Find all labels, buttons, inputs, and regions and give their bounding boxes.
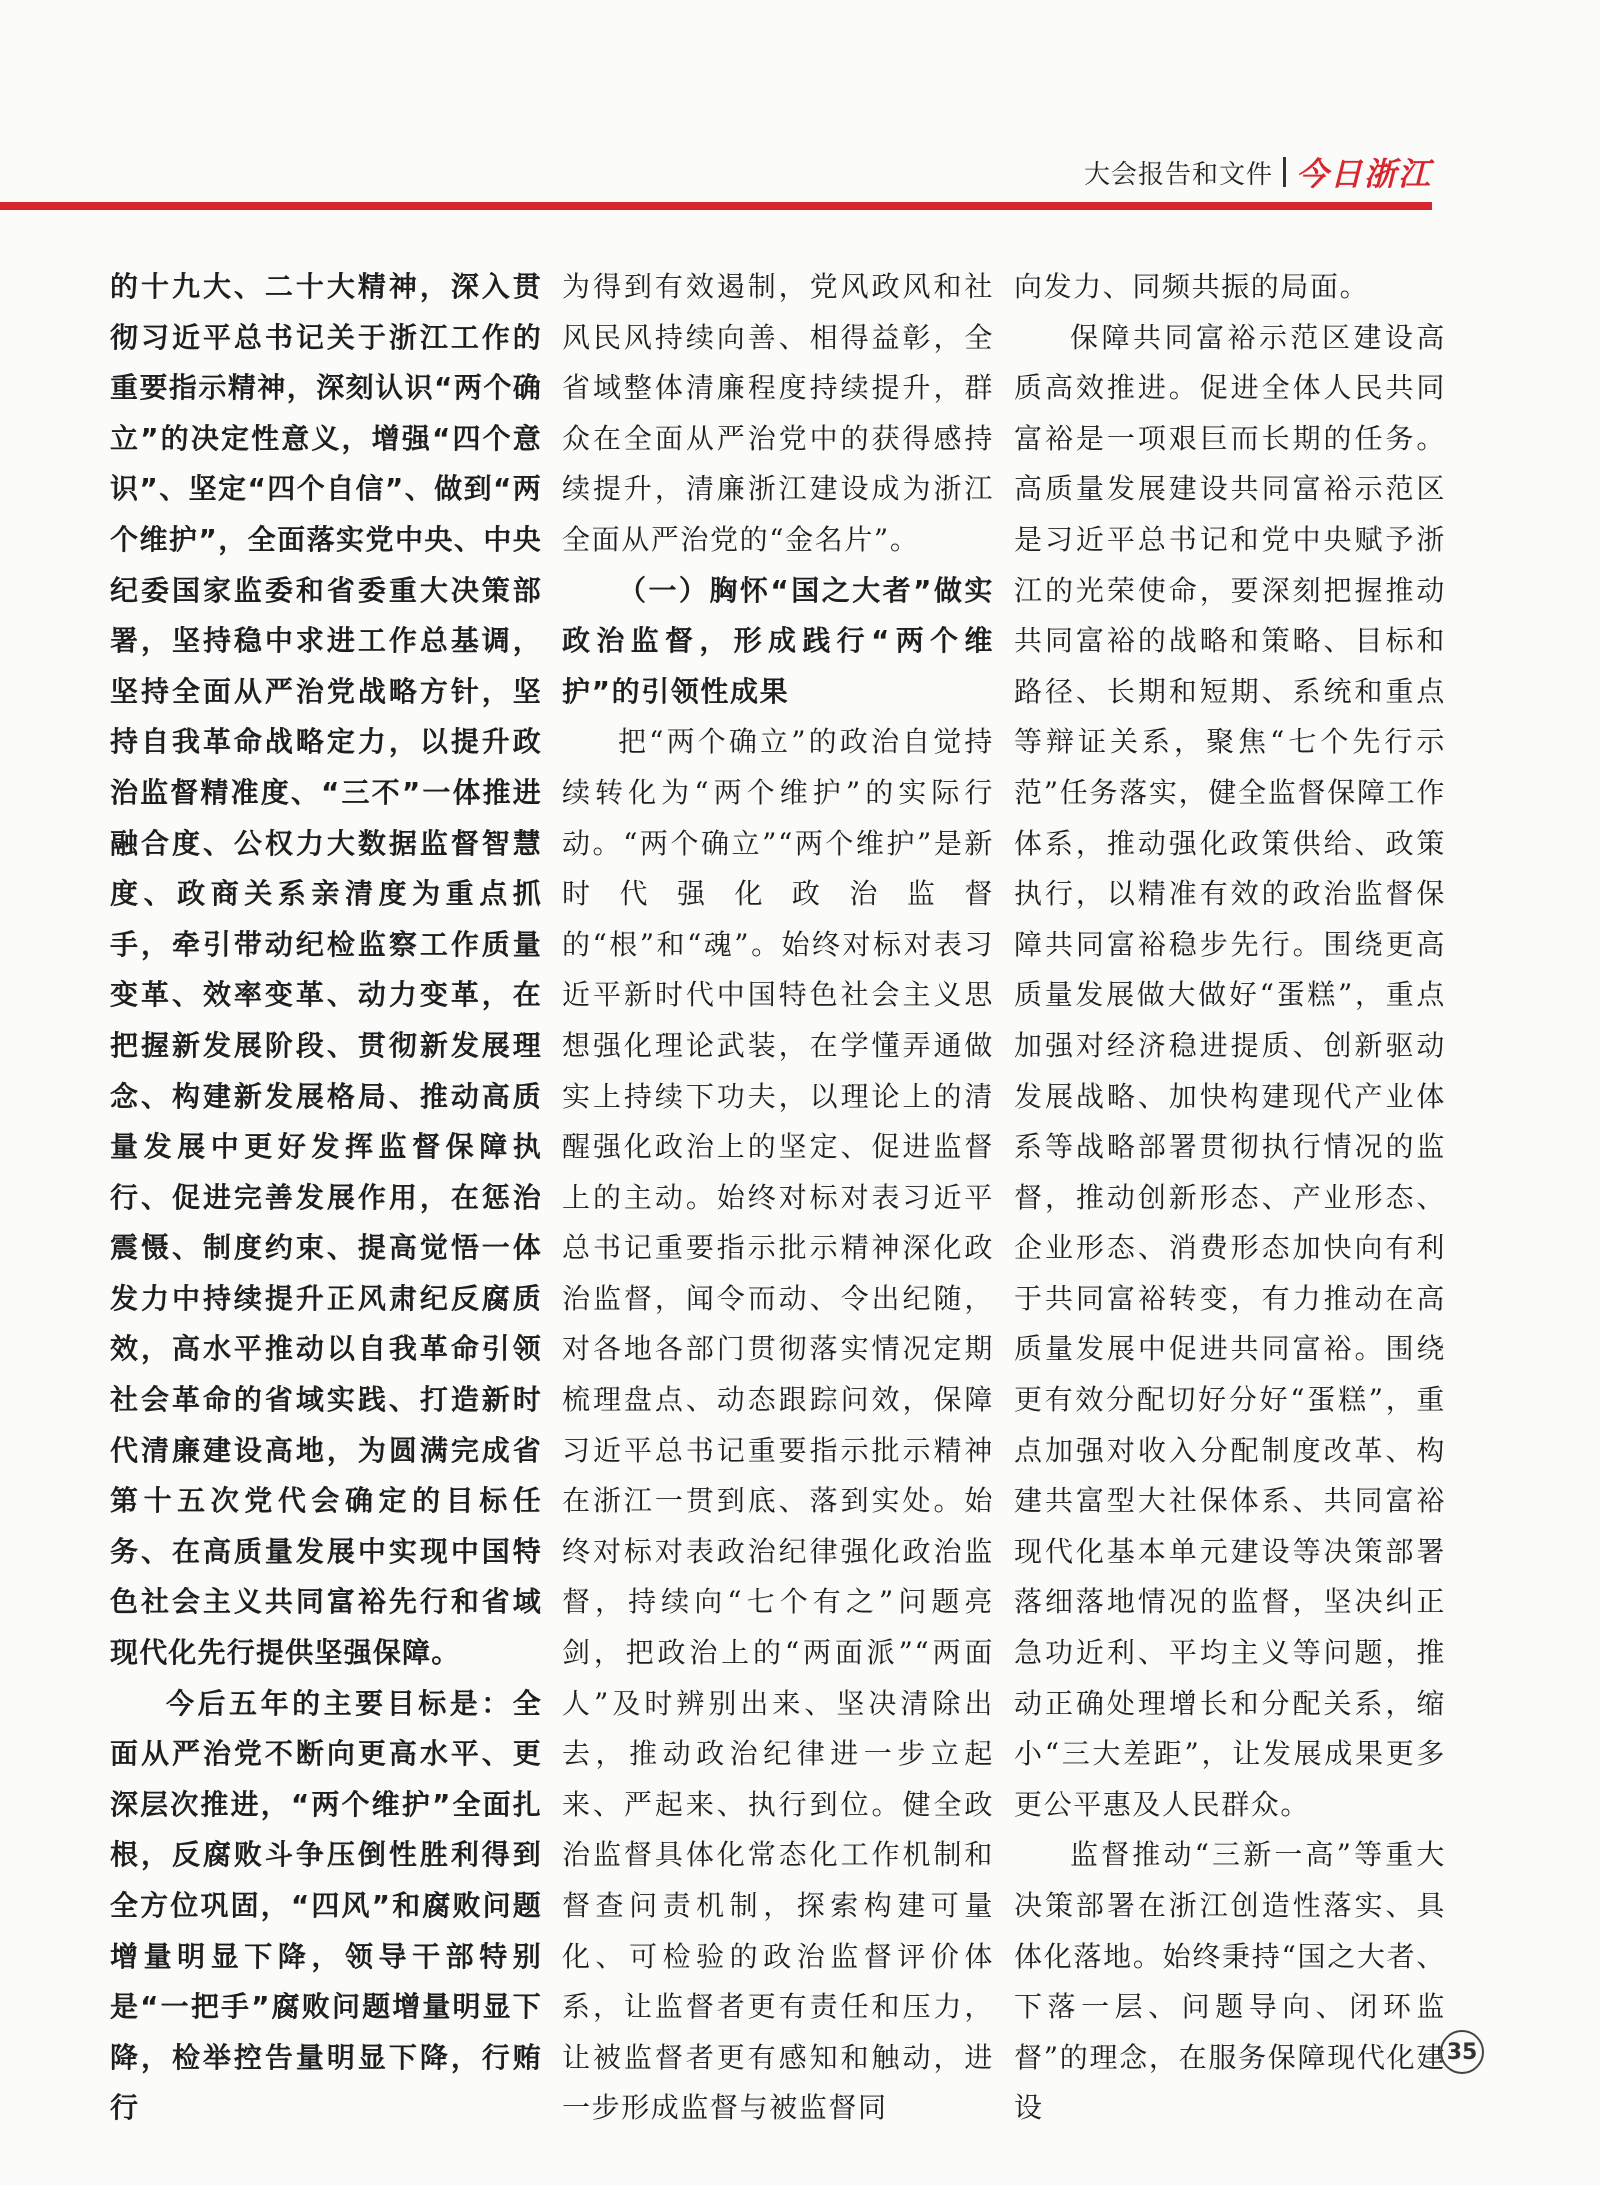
text-column-1 <box>110 262 542 2125</box>
paragraph: 向发力、同频共振的局面。 <box>1014 270 1370 303</box>
paragraph: 为得到有效遏制，党风政风和社风民风持续向善、相得益彰，全省域整体清廉程度持续提升，群众在全面从严治党中的获得感持续提升，清廉浙江建设成为浙江全面从严治党的“金名片”。 <box>562 270 994 556</box>
text-column-3 <box>1014 262 1446 2125</box>
header-rule <box>0 202 1432 210</box>
paragraph: 把“两个确立”的政治自觉持续转化为“两个维护”的实际行动。“两个确立”“两个维护”是新时代强化政治监督的“根”和“魂”。始终对标对表习近平新时代中国特色社会主义思想强化理论武装，在学懂弄通做实上持续下功夫，以理论上的清醒强化政治上的坚定、促进监督上的主动。始终对标对表习近平总书记重要指示批示精神深化政治监督，闻令而动、令出纪随，对各地各部门贯彻落实情况定期梳理盘点、动态跟踪问效，保障习近平总书记重要指示批示精神在浙江一贯到底、落到实处。始终对标对表政治纪律强化政治监督，持续向“七个有之”问题亮剑，把政治上的“两面派”“两面人”及时辨别出来、坚决清除出去，推动政治纪律进一步立起来、严起来、执行到位。健全政治监督具体化常态化工作机制和督查问责机制，探索构建可量化、可检验的政治监督评价体系，让监督者更有责任和压力，让被监督者更有感知和触动，进一步形成监督与被监督同 <box>562 725 994 2125</box>
paragraph: 的十九大、二十大精神，深入贯彻习近平总书记关于浙江工作的重要指示精神，深刻认识“两个确立”的决定性意义，增强“四个意识”、坚定“四个自信”、做到“两个维护”，全面落实党中央、中央纪委国家监委和省委重大决策部署，坚持稳中求进工作总基调，坚持全面从严治党战略方针，坚持自我革命战略定力，以提升政治监督精准度、“三不”一体推进融合度、公权力大数据监督智慧度、政商关系亲清度为重点抓手，牵引带动纪检监察工作质量变革、效率变革、动力变革，在把握新发展阶段、贯彻新发展理念、构建新发展格局、推动高质量发展中更好发挥监督保障执行、促进完善发展作用，在惩治震慑、制度约束、提高觉悟一体发力中持续提升正风肃纪反腐质效，高水平推动以自我革命引领社会革命的省域实践、打造新时代清廉建设高地，为圆满完成省第十五次党代会确定的目标任务、在高质量发展中实现中国特色社会主义共同富裕先行和省域现代化先行提供坚强保障。 <box>110 270 542 1670</box>
page-number: 35 <box>1440 2030 1484 2074</box>
header-divider <box>1283 157 1286 187</box>
section-title: 大会报告和文件 <box>1083 159 1273 190</box>
text-column-2 <box>562 262 994 2125</box>
paragraph: 今后五年的主要目标是：全面从严治党不断向更高水平、更深层次推进，“两个维护”全面扎根，反腐败斗争压倒性胜利得到全方位巩固，“四风”和腐败问题增量明显下降，领导干部特别是“一把手”腐败问题增量明显下降，检举控告量明显下降，行贿行 <box>110 1686 542 2125</box>
page-header <box>1084 150 1432 194</box>
section-heading: （一）胸怀“国之大者”做实政治监督，形成践行“两个维护”的引领性成果 <box>562 573 994 708</box>
paragraph: 监督推动“三新一高”等重大决策部署在浙江创造性落实、具体化落地。始终秉持“国之大者、下落一层、问题导向、闭环监督”的理念，在服务保障现代化建设 <box>1014 1838 1446 2125</box>
magazine-logo: 今日浙江 <box>1295 155 1432 193</box>
paragraph: 保障共同富裕示范区建设高质高效推进。促进全体人民共同富裕是一项艰巨而长期的任务。高质量发展建设共同富裕示范区是习近平总书记和党中央赋予浙江的光荣使命，要深刻把握推动共同富裕的战略和策略、目标和路径、长期和短期、系统和重点等辩证关系，聚焦“七个先行示范”任务落实，健全监督保障工作体系，推动强化政策供给、政策执行，以精准有效的政治监督保障共同富裕稳步先行。围绕更高质量发展做大做好“蛋糕”，重点加强对经济稳进提质、创新驱动发展战略、加快构建现代产业体系等战略部署贯彻执行情况的监督，推动创新形态、产业形态、企业形态、消费形态加快向有利于共同富裕转变，有力推动在高质量发展中促进共同富裕。围绕更有效分配切好分好“蛋糕”，重点加强对收入分配制度改革、构建共富型大社保体系、共同富裕现代化基本单元建设等决策部署落细落地情况的监督，坚决纠正急功近利、平均主义等问题，推动正确处理增长和分配关系，缩小“三大差距”，让发展成果更多更公平惠及人民群众。 <box>1014 320 1446 1821</box>
